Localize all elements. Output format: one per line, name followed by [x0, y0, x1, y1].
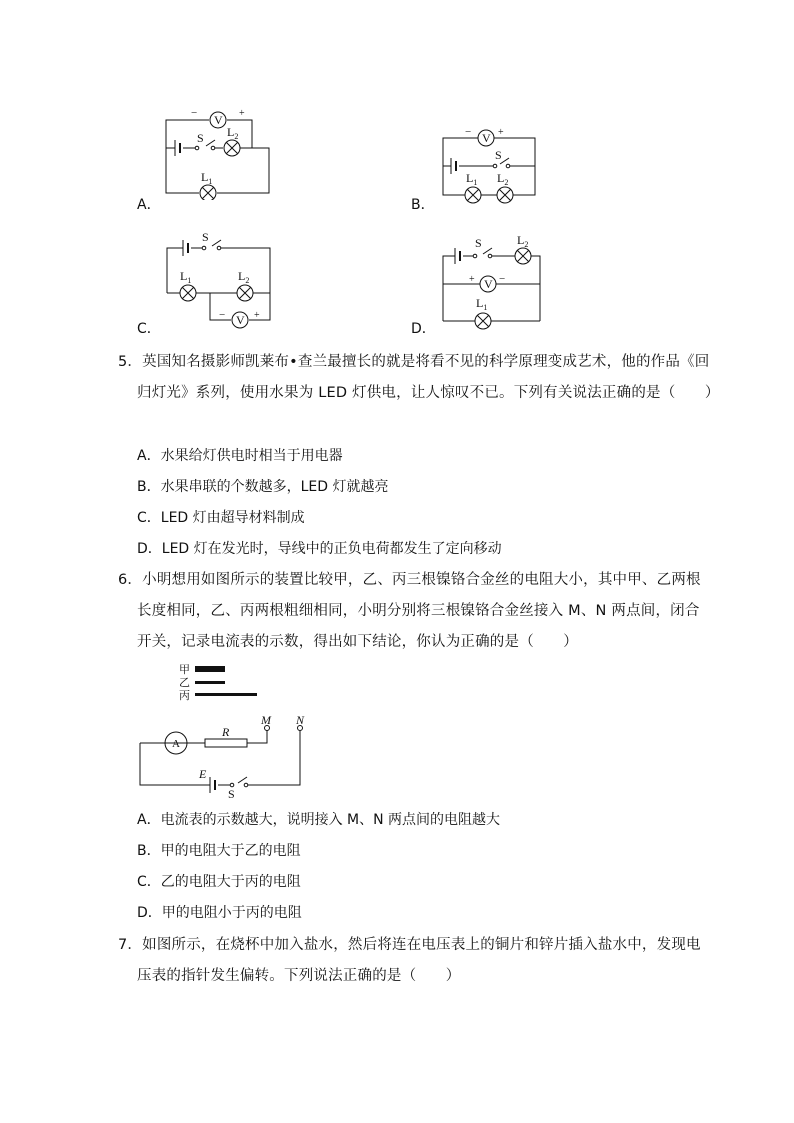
circuit-diagram-a [155, 100, 285, 200]
terminal-n-label: N [296, 713, 305, 727]
switch-label: S [475, 236, 482, 250]
circuit-diagram-b [433, 123, 543, 208]
option-c-label: C． [137, 321, 161, 337]
question-5-option-c: C．LED 灯由超导材料制成 [137, 510, 305, 526]
switch-label: S [202, 230, 209, 244]
voltmeter-label: V [236, 313, 245, 327]
alloy-wires-figure [176, 660, 266, 704]
wire-jia-label: 甲 [179, 664, 190, 676]
question-7-text-line-1: 7．如图所示，在烧杯中加入盐水，然后将连在电压表上的铜片和锌片插入盐水中，发现电 [118, 937, 701, 953]
voltmeter-label: V [482, 131, 491, 145]
question-7-text-line-2: 压表的指针发生偏转。下列说法正确的是（ ） [137, 968, 461, 984]
option-d-label: D． [411, 321, 436, 337]
question-5-option-d: D．LED 灯在发光时，导线中的正负电荷都发生了定向移动 [137, 541, 502, 557]
question-6-text-line-1: 6．小明想用如图所示的装置比较甲，乙、丙三根镍铬合金丝的电阻大小，其中甲、乙两根 [118, 572, 701, 588]
circuit-diagram-d [433, 228, 548, 333]
lamp-l1-label: $L_1$ [180, 269, 192, 285]
wire-bing-label: 丙 [179, 690, 190, 702]
question-6-text-line-2: 长度相同，乙、丙两根粗细相同，小明分别将三根镍铬合金丝接入 M、N 两点间，闭合 [137, 603, 700, 619]
question-6-option-b: B．甲的电阻大于乙的电阻 [137, 843, 301, 859]
lamp-l2-label: $L_2$ [517, 233, 529, 249]
question-6-option-c: C．乙的电阻大于丙的电阻 [137, 874, 301, 890]
wire-jia [195, 666, 225, 672]
circuit-diagram-c [155, 228, 280, 333]
option-a-label: A． [137, 197, 161, 213]
voltmeter-plus-sign: + [254, 310, 260, 321]
lamp-l2-label: $L_2$ [238, 269, 250, 285]
question-5-option-b: B．水果串联的个数越多，LED 灯就越亮 [137, 479, 389, 495]
voltmeter-minus-sign: − [219, 309, 226, 321]
switch-label: S [228, 787, 235, 801]
voltmeter-plus-sign: + [469, 274, 475, 285]
question-5-option-a: A．水果给灯供电时相当于用电器 [137, 448, 343, 464]
wire-yi [195, 681, 225, 684]
lamp-l2-label: $L_2$ [227, 125, 239, 141]
switch-label: S [495, 148, 502, 162]
voltmeter-plus-sign: + [239, 108, 245, 119]
battery-label: E [199, 767, 207, 781]
wire-bing [195, 693, 257, 696]
measurement-circuit-figure [130, 710, 320, 802]
voltmeter-plus-sign: + [498, 127, 504, 138]
resistor [205, 739, 247, 747]
wire-yi-label: 乙 [179, 677, 190, 689]
question-5-text-line-1: 5．英国知名摄影师凯莱布•查兰最擅长的就是将看不见的科学原理变成艺术，他的作品《回 [118, 354, 710, 370]
voltmeter-minus-sign: − [465, 126, 472, 138]
voltmeter-label: V [214, 113, 223, 127]
lamp-l2-label: $L_2$ [497, 171, 509, 187]
question-6-option-d: D．甲的电阻小于丙的电阻 [137, 905, 302, 921]
option-b-label: B． [411, 197, 435, 213]
question-5-text-line-2: 归灯光》系列，使用水果为 LED 灯供电，让人惊叹不已。下列有关说法正确的是（ ） [137, 385, 720, 401]
resistor-label: R [222, 725, 230, 739]
switch-label: S [197, 131, 204, 145]
terminal-m-label: M [261, 713, 271, 727]
voltmeter-minus-sign: − [191, 107, 198, 119]
ammeter-label: A [172, 738, 180, 750]
question-6-option-a: A．电流表的示数越大，说明接入 M、N 两点间的电阻越大 [137, 812, 501, 828]
voltmeter-label: V [484, 277, 493, 291]
lamp-l1-label: $L_1$ [201, 170, 213, 186]
voltmeter-minus-sign: − [499, 273, 506, 285]
lamp-l1-label: $L_1$ [466, 171, 478, 187]
lamp-l1-label: $L_1$ [476, 296, 488, 312]
question-6-text-line-3: 开关，记录电流表的示数，得出如下结论，你认为正确的是（ ） [137, 634, 578, 650]
